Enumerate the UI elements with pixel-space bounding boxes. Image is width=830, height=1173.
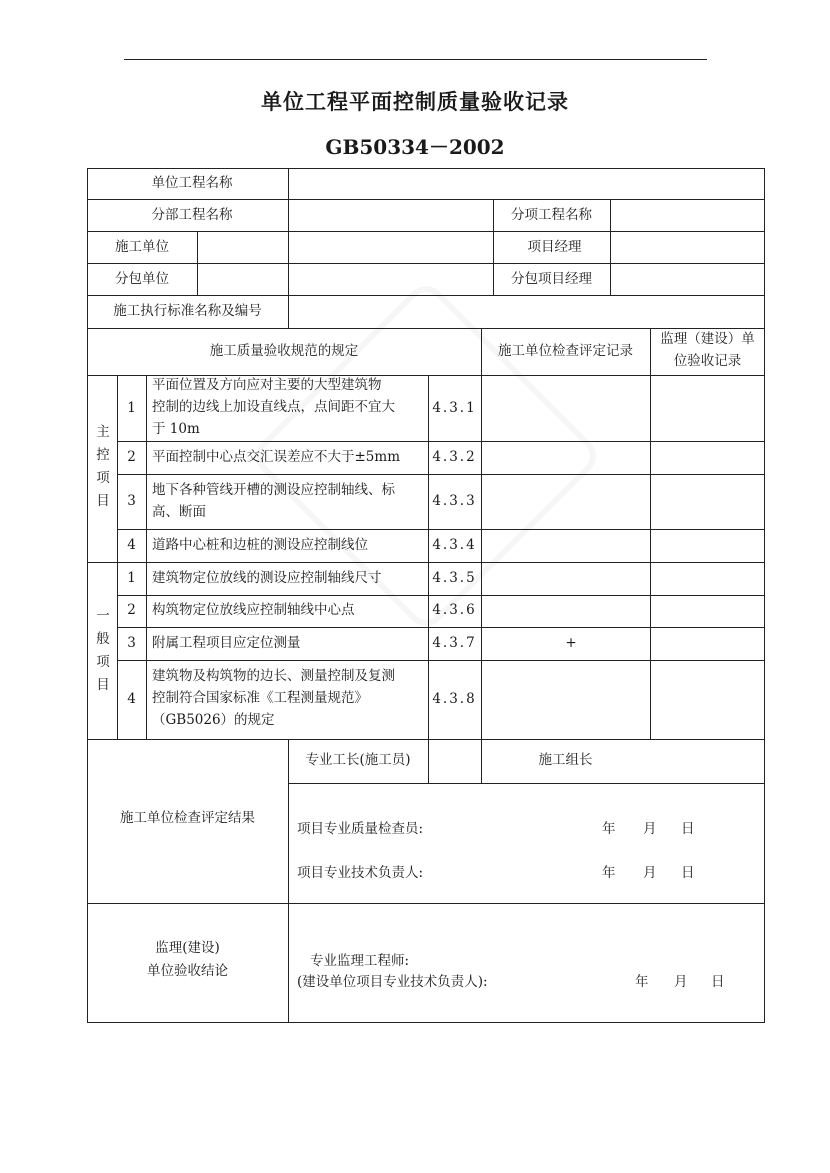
vertical-label-char: 项 [96, 470, 110, 486]
sub-project-name-label: 分部工程名称 [151, 207, 233, 223]
general-row-4-line1: 建筑物及构筑物的边长、测量控制及复测 [152, 668, 395, 684]
main-row-4-no: 4 [127, 537, 136, 553]
main-row-3-text [152, 479, 395, 523]
grid-line [197, 231, 198, 295]
main-row-1-line1: 平面位置及方向应对主要的大型建筑物 [152, 377, 382, 393]
project-manager-label: 项目经理 [527, 239, 582, 255]
main-row-1-clause: 4.3.1 [432, 400, 477, 416]
grid-line [117, 529, 765, 530]
general-row-3-no: 3 [127, 635, 136, 651]
general-row-4-text [152, 665, 395, 731]
unit-project-name-label: 单位工程名称 [151, 175, 233, 191]
owner-tech-lead-label: (建设单位项目专业技术负责人): [297, 974, 488, 990]
tech-lead-year: 年 [602, 865, 616, 881]
grid-line [87, 739, 765, 740]
main-row-1-line2: 控制的边线上加设直线点，点间距不宜大 [152, 399, 395, 415]
grid-line [117, 375, 118, 739]
vertical-label-char: 项 [96, 654, 110, 670]
main-row-1-text [152, 374, 395, 440]
vertical-label-char: 般 [96, 631, 110, 647]
grid-line [146, 375, 147, 739]
grid-line [288, 739, 289, 1023]
general-row-1-text: 建筑物定位放线的测设应控制轴线尺寸 [152, 570, 382, 586]
grid-line [428, 739, 429, 783]
general-row-2-no: 2 [127, 602, 136, 618]
supervision-day: 日 [711, 974, 725, 990]
general-row-1-no: 1 [127, 570, 136, 586]
grid-line [87, 295, 765, 296]
main-row-2-no: 2 [127, 449, 136, 465]
inspector-month: 月 [643, 821, 657, 837]
main-row-2-text: 平面控制中心点交汇误差应不大于±5mm [152, 449, 401, 465]
grid-line [87, 231, 765, 232]
vertical-label-char: 主 [96, 424, 110, 440]
tech-lead-day: 日 [681, 865, 695, 881]
grid-line [87, 562, 765, 563]
main-row-3-clause: 4.3.3 [432, 493, 477, 509]
supervision-label-line2: 单位验收结论 [147, 963, 228, 979]
main-row-3-no: 3 [127, 493, 136, 509]
vertical-label-char: 目 [96, 493, 110, 509]
contractor-record-header: 施工单位检查评定记录 [498, 343, 633, 359]
main-row-3-line2: 高、断面 [152, 504, 206, 520]
grid-line [117, 627, 765, 628]
subcontractor-label: 分包单位 [115, 271, 169, 287]
grid-line [288, 783, 765, 784]
spec-column-header: 施工质量验收规范的规定 [209, 343, 359, 359]
sub-project-manager-label: 分包项目经理 [511, 271, 592, 287]
team-leader-label: 施工组长 [538, 752, 593, 768]
grid-line [87, 199, 765, 200]
grid-line [117, 474, 765, 475]
general-row-4-no: 4 [127, 691, 136, 707]
inspector-day: 日 [681, 821, 695, 837]
supervisor-record-header-line1: 监理（建设）单 [660, 331, 755, 347]
item-project-name-label: 分项工程名称 [511, 207, 592, 223]
foreman-label: 专业工长(施工员) [305, 752, 411, 768]
general-row-3-text: 附属工程项目应定位测量 [152, 635, 301, 651]
grid-line [650, 328, 651, 739]
general-row-4-clause: 4.3.8 [432, 691, 477, 707]
main-row-4-text: 道路中心桩和边桩的测设应控制线位 [152, 537, 368, 553]
general-row-2-clause: 4.3.6 [432, 602, 477, 618]
grid-line [481, 328, 482, 739]
general-row-3-mark: + [565, 635, 577, 651]
grid-line [87, 263, 765, 264]
grid-line [117, 441, 765, 442]
general-items-label [95, 605, 111, 697]
grid-line [117, 595, 765, 596]
supervision-label-line1: 监理(建设) [155, 940, 220, 956]
general-row-4-line3: （GB5026）的规定 [152, 712, 275, 728]
main-row-4-clause: 4.3.4 [432, 537, 477, 553]
vertical-label-char: 控 [96, 447, 110, 463]
general-row-4-line2: 控制符合国家标准《工程测量规范》 [152, 690, 368, 706]
header-rule [124, 59, 707, 60]
standard-name-label: 施工执行标准名称及编号 [113, 303, 262, 319]
supervision-year: 年 [635, 974, 649, 990]
supervisor-record-header [650, 328, 765, 372]
contractor-label: 施工单位 [115, 239, 169, 255]
supervising-engineer-label: 专业监理工程师: [310, 953, 410, 969]
standard-code: GB50334－2002 [325, 135, 505, 159]
grid-line [428, 375, 429, 739]
tech-lead-month: 月 [643, 865, 657, 881]
main-row-1-no: 1 [127, 400, 136, 416]
main-row-1-line3: 于 10m [152, 421, 200, 437]
vertical-label-char: 目 [96, 677, 110, 693]
quality-inspector-label: 项目专业质量检查员: [297, 821, 424, 837]
grid-line [87, 903, 765, 904]
supervision-month: 月 [674, 974, 688, 990]
supervisor-record-header-line2: 位验收记录 [673, 353, 742, 369]
grid-line [117, 660, 765, 661]
general-row-3-clause: 4.3.7 [432, 635, 477, 651]
main-row-2-clause: 4.3.2 [432, 449, 477, 465]
contractor-result-label: 施工单位检查评定结果 [120, 810, 255, 826]
inspector-year: 年 [602, 821, 616, 837]
vertical-label-char: 一 [96, 608, 110, 624]
general-row-2-text: 构筑物定位放线应控制轴线中心点 [152, 602, 355, 618]
main-items-label [95, 421, 111, 513]
tech-lead-label: 项目专业技术负责人: [297, 865, 424, 881]
main-row-3-line1: 地下各种管线开槽的测设应控制轴线、标 [152, 482, 395, 498]
general-row-1-clause: 4.3.5 [432, 570, 477, 586]
page-title: 单位工程平面控制质量验收记录 [261, 89, 569, 114]
